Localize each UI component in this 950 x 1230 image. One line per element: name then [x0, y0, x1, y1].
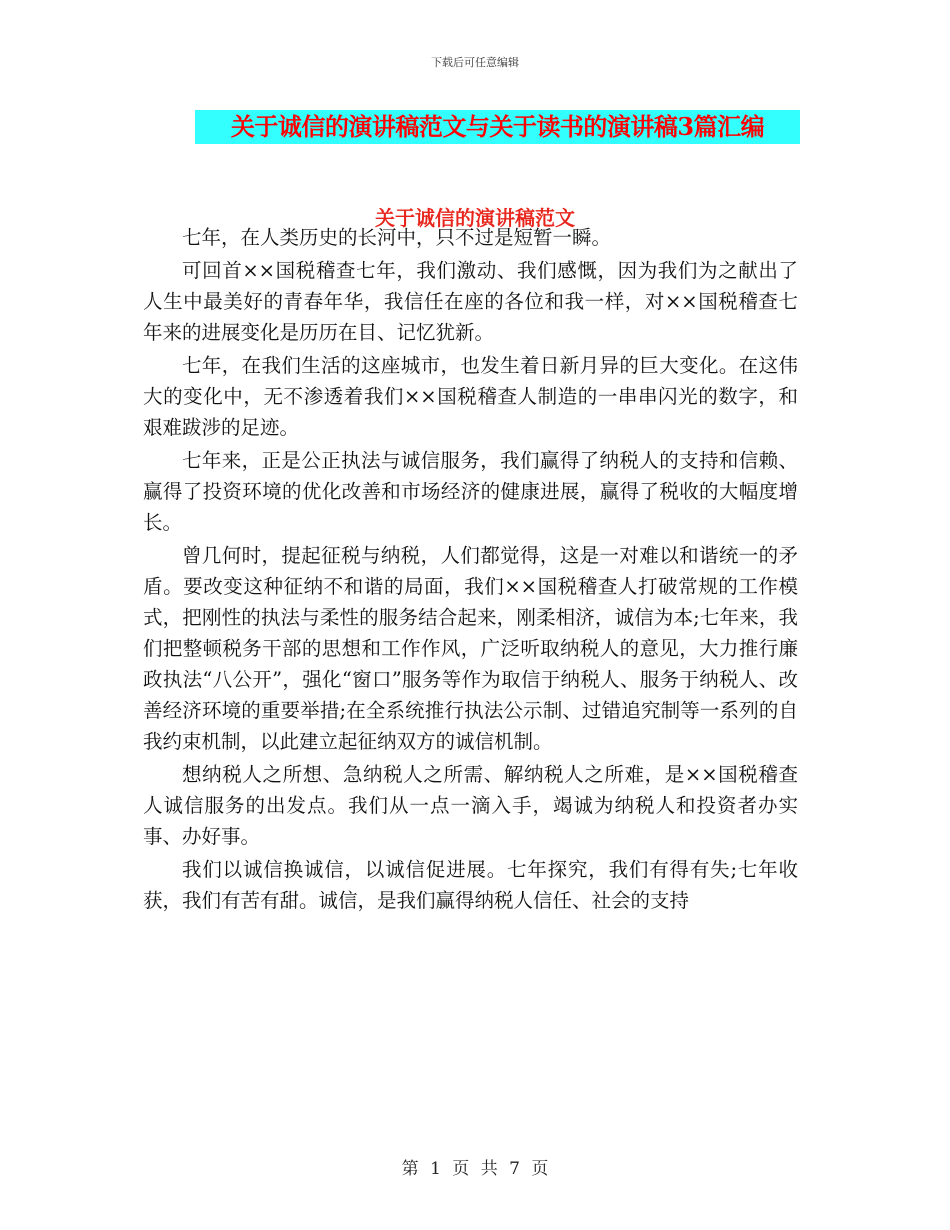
paragraph: 想纳税人之所想、急纳税人之所需、解纳税人之所难，是××国税稽查人诚信服务的出发点。我们从一点一滴入手，竭诚为纳税人和投资者办实事、办好事。: [143, 763, 798, 848]
section-heading: 关于诚信的演讲稿范文: [375, 206, 575, 230]
paragraph: 七年，在人类历史的长河中，只不过是短暂一瞬。: [182, 226, 612, 249]
paragraph: 七年，在我们生活的这座城市，也发生着日新月异的巨大变化。在这伟大的变化中，无不渗透着我们××国税稽查人制造的一串串闪光的数字，和艰难跋涉的足迹。: [143, 354, 798, 439]
body-text: [143, 222, 798, 918]
paragraph: 可回首××国税稽查七年，我们激动、我们感慨，因为我们为之献出了人生中最美好的青春年华，我信任在座的各位和我一样，对××国税稽查七年来的进展变化是历历在目、记忆犹新。: [143, 259, 798, 344]
document-title: 关于诚信的演讲稿范文与关于读书的演讲稿3篇汇编: [230, 112, 765, 141]
page-header-note: 下载后可任意编辑: [431, 56, 519, 69]
paragraph: 七年来，正是公正执法与诚信服务，我们赢得了纳税人的支持和信赖、赢得了投资环境的优化改善和市场经济的健康进展，赢得了税收的大幅度增长。: [143, 449, 798, 534]
page-number: 第 1 页 共 7 页: [401, 1159, 549, 1179]
paragraph: 曾几何时，提起征税与纳税，人们都觉得，这是一对难以和谐统一的矛盾。要改变这种征纳不和谐的局面，我们××国税稽查人打破常规的工作模式，把刚性的执法与柔性的服务结合起来，刚柔相济，诚信为本;七年来，我们把整顿税务干部的思想和工作作风，广泛听取纳税人的意见，大力推行廉政执法“八公开”，强化“窗口”服务等作为取信于纳税人、服务于纳税人、改善经济环境的重要举措;在全系统推行执法公示制、过错追究制等一系列的自我约束机制，以此建立起征纳双方的诚信机制。: [143, 544, 798, 753]
paragraph: 我们以诚信换诚信，以诚信促进展。七年探究，我们有得有失;七年收获，我们有苦有甜。诚信，是我们赢得纳税人信任、社会的支持: [143, 858, 798, 912]
title-highlight: [195, 110, 800, 144]
